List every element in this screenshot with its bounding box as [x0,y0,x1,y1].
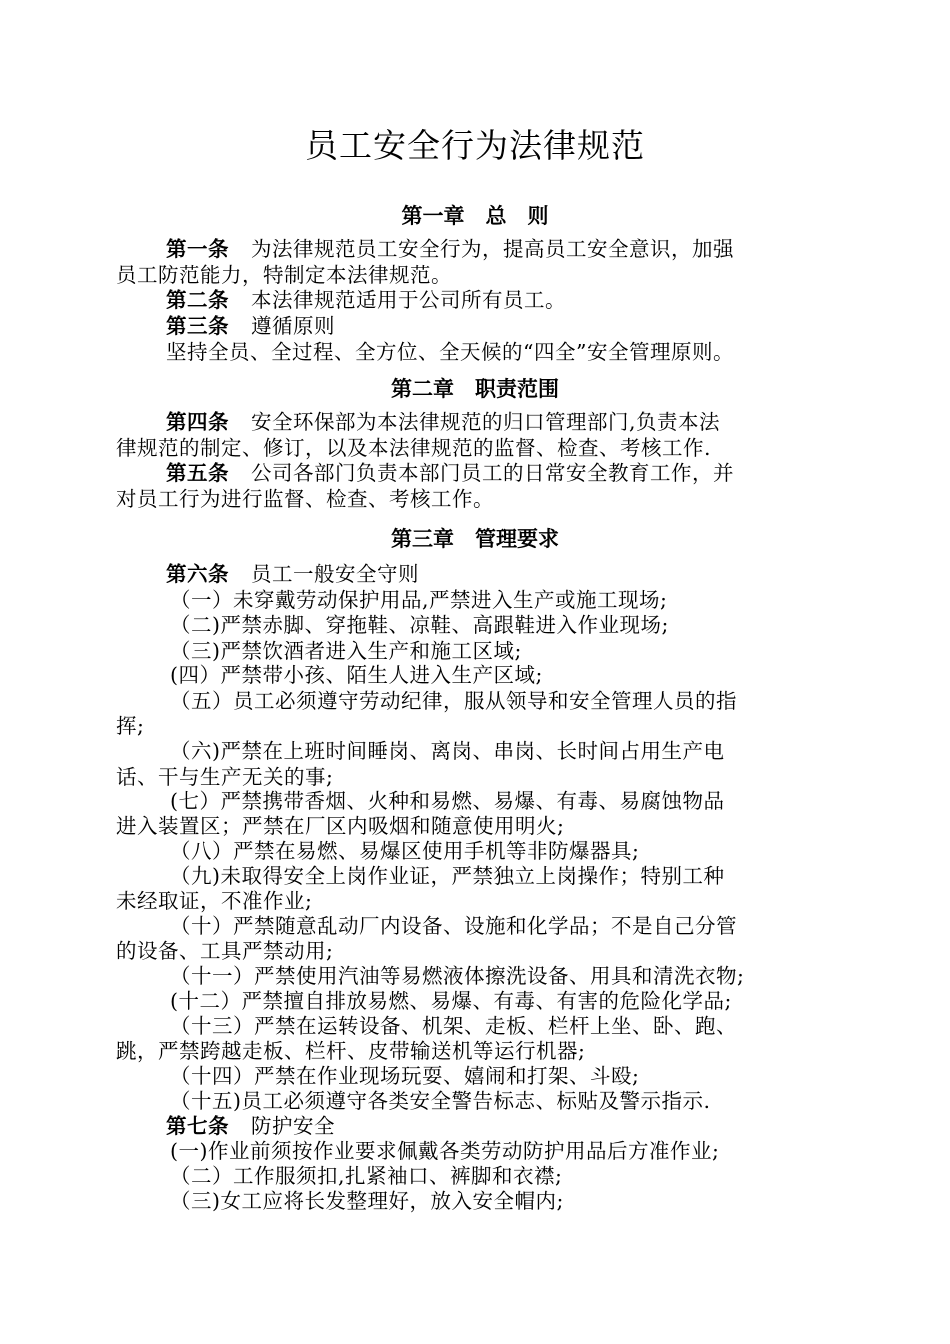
list-item: （一）未穿戴劳动保护用品,严禁进入生产或施工现场; [170,588,668,612]
article-text: 为法律规范员工安全行为，提高员工安全意识，加强 [251,237,734,261]
list-item-continuation: 挥; [116,714,145,738]
article-line [166,561,896,587]
list-item: （十三）严禁在运转设备、机架、走板、栏杆上坐、卧、跑、 [170,1014,737,1038]
list-item: (四）严禁带小孩、陌生人进入生产区域; [170,663,543,687]
article-continuation: 员工防范能力，特制定本法律规范。 [116,263,452,287]
article-label: 第二条 [166,288,229,312]
chapter-heading: 第三章 管理要求 [391,527,559,551]
list-item: (十二）严禁擅自排放易燃、易爆、有毒、有害的危险化学品; [170,989,732,1013]
page-title: 员工安全行为法律规范 [305,126,645,165]
article-label: 第三条 [166,314,229,338]
article-text: 公司各部门负责本部门员工的日常安全教育工作，并 [251,461,734,485]
list-item: （十）严禁随意乱动厂内设备、设施和化学品；不是自己分管 [170,914,737,938]
list-item: (七）严禁携带香烟、火种和易燃、易爆、有毒、易腐蚀物品 [170,789,725,813]
article-text: 安全环保部为本法律规范的归口管理部门,负责本法 [251,410,721,434]
chapter-heading: 第一章 总 则 [401,204,549,228]
list-item: （二）工作服须扣,扎紧袖口、裤脚和衣襟; [170,1164,563,1188]
article-label: 第七条 [166,1114,229,1138]
list-item: （十一）严禁使用汽油等易燃液体擦洗设备、用具和清洗衣物; [170,964,745,988]
article-line [166,236,896,262]
article-text: 员工一般安全守则 [251,562,419,586]
article-continuation: 对员工行为进行监督、检查、考核工作。 [116,487,494,511]
list-item-continuation: 的设备、工具严禁动用; [116,939,334,963]
article-label: 第四条 [166,410,229,434]
list-item: （十五)员工必须遵守各类安全警告标志、标贴及警示指示. [170,1089,711,1113]
list-item: （二)严禁赤脚、穿拖鞋、凉鞋、高跟鞋进入作业现场; [170,613,669,637]
list-item-continuation: 进入装置区；严禁在厂区内吸烟和随意使用明火; [116,814,565,838]
article-line [166,409,896,435]
list-item-continuation: 话、干与生产无关的事; [116,765,334,789]
article-text: 遵循原则 [251,314,335,338]
list-item: （九)未取得安全上岗作业证，严禁独立上岗操作；特别工种 [170,864,725,888]
article-line [166,1113,896,1139]
article-line [166,313,896,339]
article-text: 本法律规范适用于公司所有员工。 [251,288,566,312]
list-item: (一)作业前须按作业要求佩戴各类劳动防护用品后方准作业; [170,1139,720,1163]
chapter-heading: 第二章 职责范围 [391,377,559,401]
article-line [166,287,896,313]
article-label: 第五条 [166,461,229,485]
list-item: （六)严禁在上班时间睡岗、离岗、串岗、长时间占用生产电 [170,739,725,763]
list-item: （十四）严禁在作业现场玩耍、嬉闹和打架、斗殴; [170,1064,640,1088]
list-item: （八）严禁在易燃、易爆区使用手机等非防爆器具; [170,839,640,863]
article-label: 第一条 [166,237,229,261]
article-line [166,460,896,486]
article-continuation: 坚持全员、全过程、全方位、全天候的“四全”安全管理原则。 [166,340,734,364]
list-item: （五）员工必须遵守劳动纪律，服从领导和安全管理人员的指 [170,689,737,713]
article-continuation: 律规范的制定、修订，以及本法律规范的监督、检查、考核工作. [116,436,712,460]
list-item-continuation: 未经取证，不准作业; [116,889,313,913]
list-item: （三)女工应将长发整理好，放入安全帽内; [170,1189,564,1213]
list-item-continuation: 跳，严禁跨越走板、栏杆、皮带输送机等运行机器; [116,1039,586,1063]
article-text: 防护安全 [251,1114,335,1138]
article-label: 第六条 [166,562,229,586]
list-item: （三)严禁饮酒者进入生产和施工区域; [170,639,522,663]
